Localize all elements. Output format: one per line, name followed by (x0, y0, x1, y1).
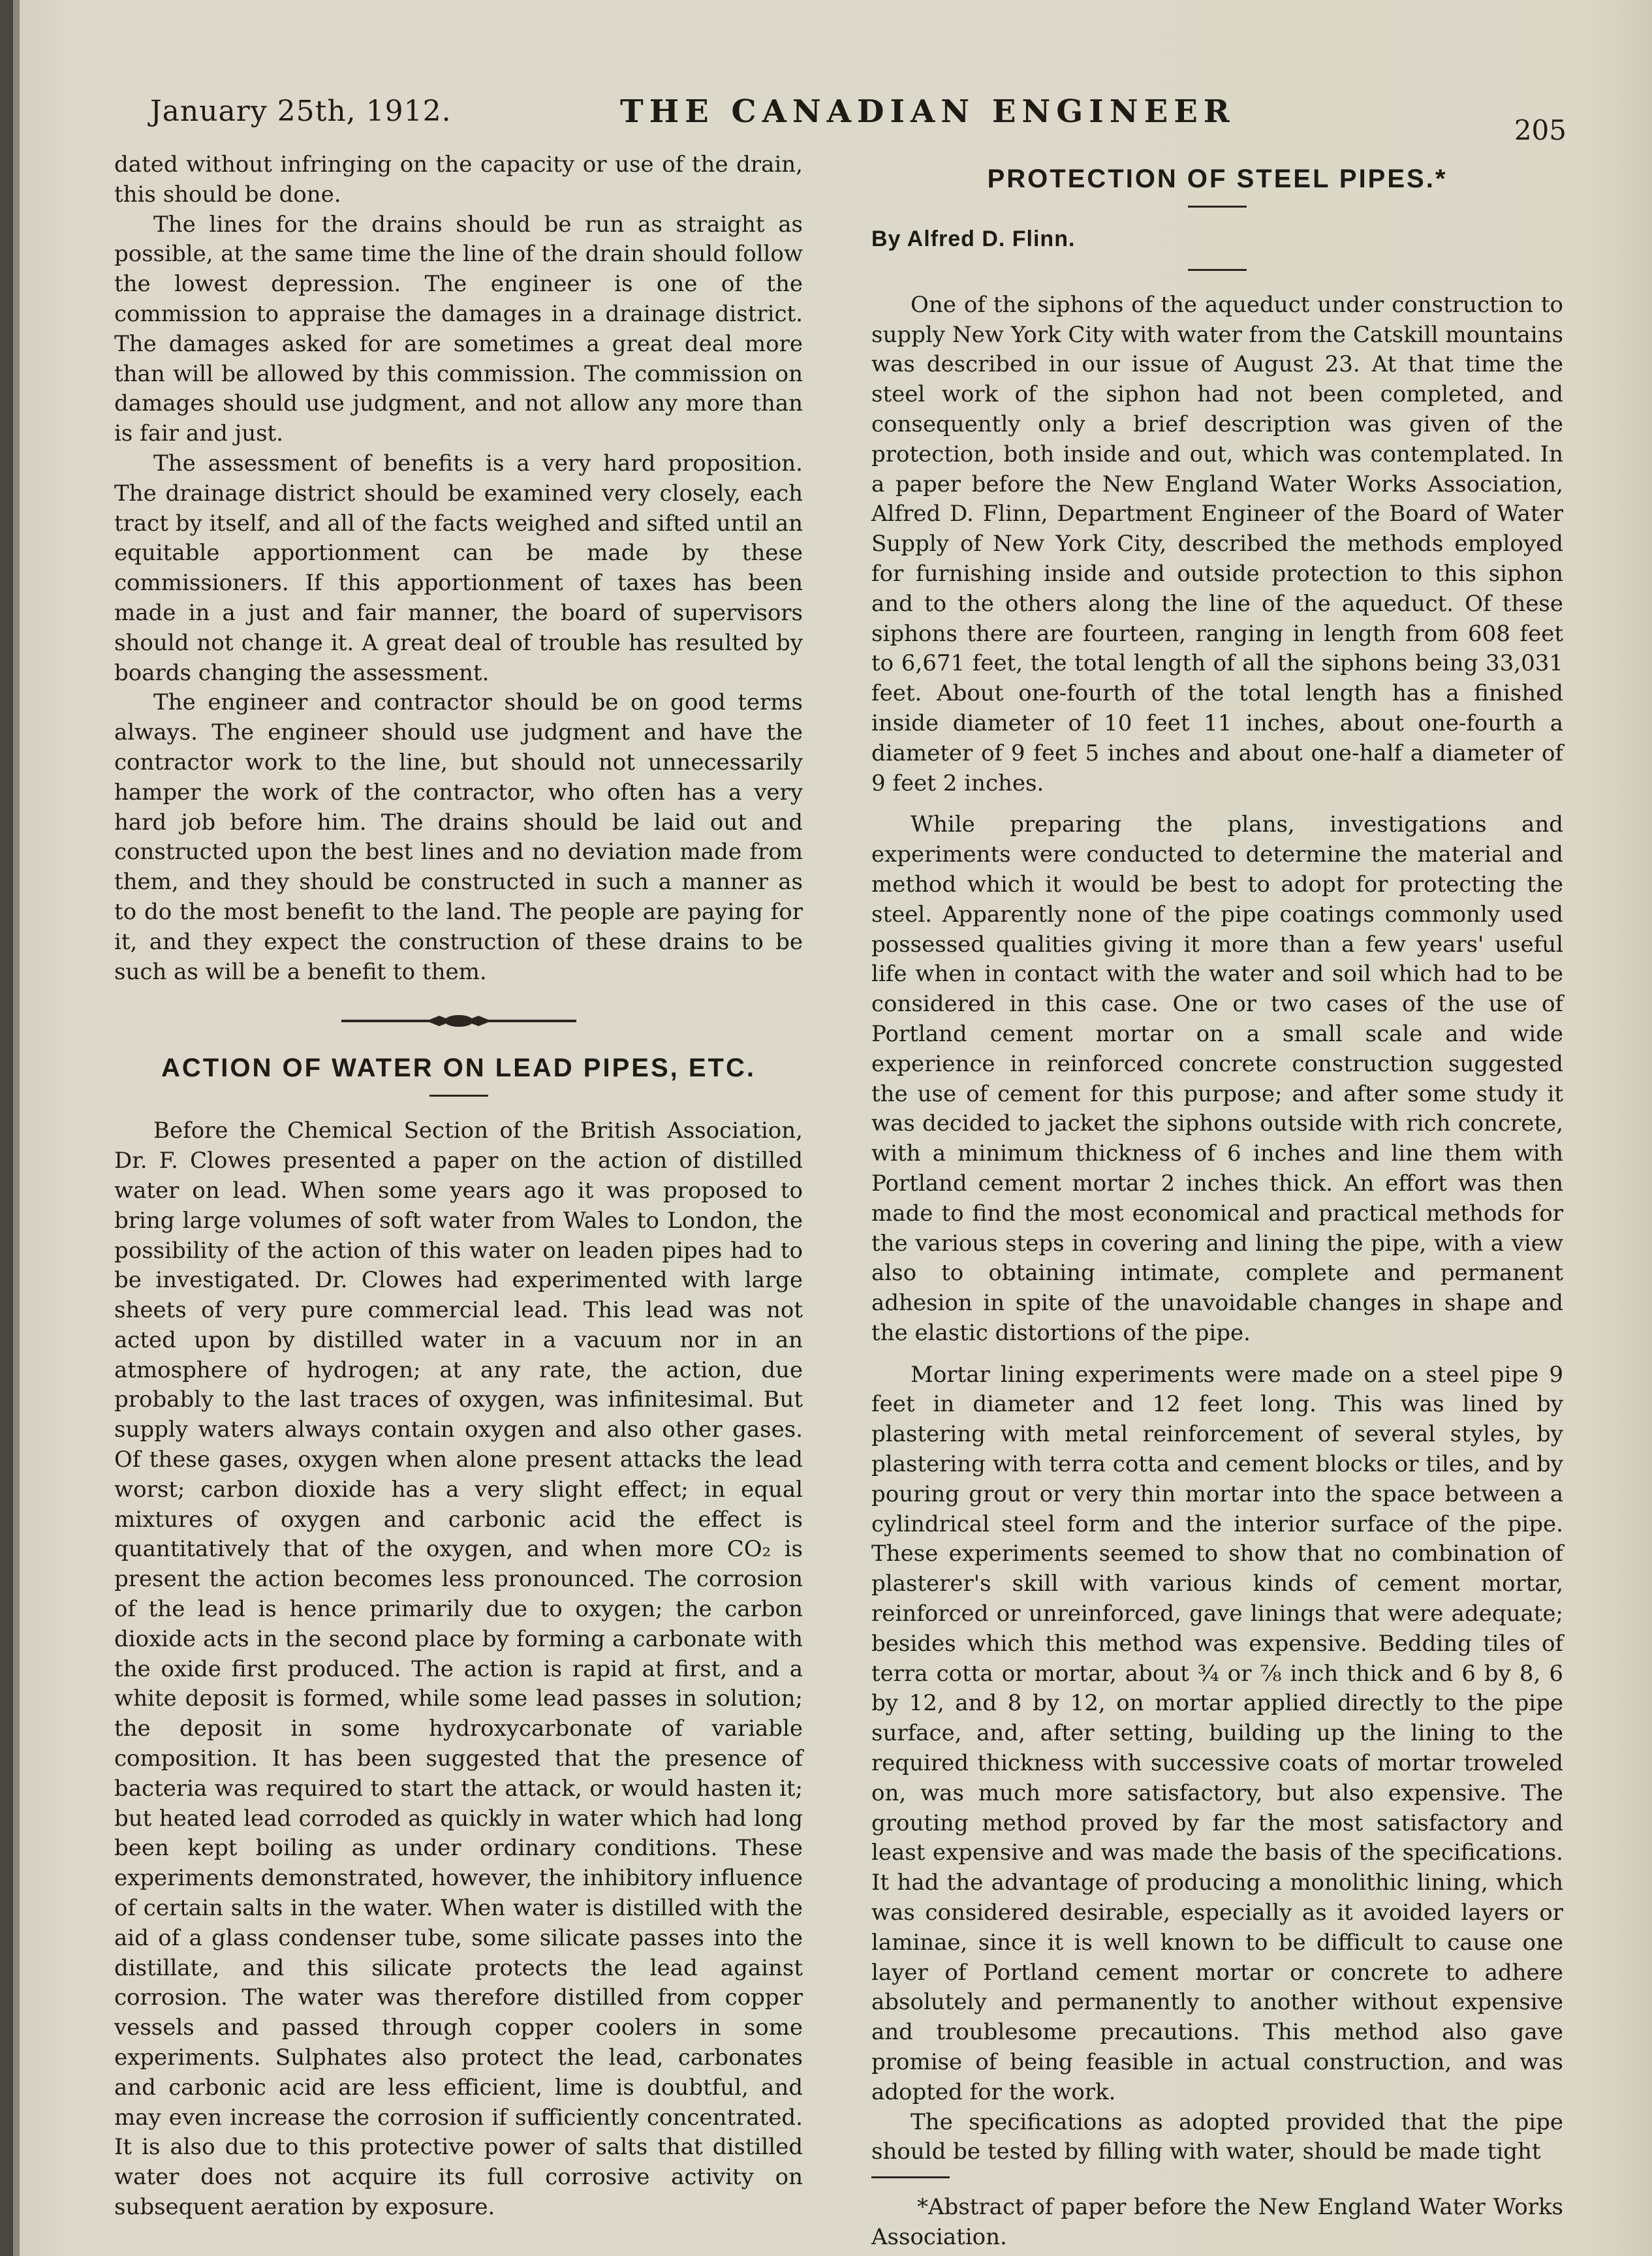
footnote-rule (871, 2176, 950, 2178)
footnote: *Abstract of paper before the New England Water Works Association. (871, 2194, 1563, 2250)
left-column (114, 150, 803, 2223)
page-number: 205 (1514, 114, 1566, 146)
article-byline: By Alfred D. Flinn. (871, 227, 1076, 251)
article-title-steel-pipes: PROTECTION OF STEEL PIPES.* (987, 164, 1448, 193)
benefits-assessment-paragraph: The assessment of benefits is a very hard proposition. The drainage district should be examined very closely, each tract by itself, and all of the facts weighed and sifted until an equitable apportionment can be made by these commissioners. If this apportionment of taxes has been made in a just and fair manner, the board of supervisors should not change it. A great deal of trouble has resulted by boards changing the assessment. (114, 450, 803, 686)
running-header (150, 88, 1566, 146)
title-rule (429, 1095, 488, 1097)
right-column (871, 150, 1563, 2253)
issue-date: January 25th, 1912. (150, 95, 452, 128)
page-binding-edge (0, 0, 13, 2256)
mortar-lining-paragraph: Mortar lining experiments were made on a steel pipe 9 feet in diameter and 12 feet long. This was lined by plastering with metal reinforcement of several styles, by plastering with terra cotta and cement blocks or tiles, and by pouring grout or very thin mortar into the space between a cylindrical steel form and the interior surface of the pipe. These experiments seemed to show that no combination of plasterer's skill with various kinds of cement mortar, reinforced or unreinforced, gave linings that were adequate; besides which this method was expensive. Bedding tiles of terra cotta or mortar, about ¾ or ⅞ inch thick and 6 by 8, 6 by 12, and 8 by 12, on mortar applied directly to the pipe surface, and, after setting, building up the lining to the required thickness with successive coats of mortar troweled on, was much more satisfactory, but also expensive. The grouting method proved by far the most satisfactory and least expensive and was made the basis of the specifications. It had the advantage of producing a monolithic lining, which was considered desirable, especially as it avoided layers or laminae, since it is well known to be difficult to cause one layer of Portland cement mortar or concrete to adhere absolutely and permanently to another without expensive and troublesome precautions. This method also gave promise of being feasible in actual construction, and was adopted for the work. (871, 1361, 1563, 2105)
investigations-paragraph: While preparing the plans, investigations and experiments were conducted to determine the material and method which it would be best to adopt for protecting the steel. Apparently none of the pipe coatings commonly used possessed qualities giving it more than a few years' useful life when in contact with the water and soil which had to be considered in this case. One or two cases of the use of Portland cement mortar on a small scale and wide experience in reinforced concrete construction suggested the use of cement for this purpose; and after some study it was decided to jacket the siphons outside with rich concrete, with a minimum thickness of 6 inches and line them with Portland cement mortar 2 inches thick. An effort was then made to find the most economical and practical methods for the various steps in covering and lining the pipe, with a view also to obtaining intimate, complete and permanent adhesion in spite of the unavoidable changes in shape and the elastic distortions of the pipe. (871, 811, 1563, 1346)
ornament-diamond-icon (341, 1013, 576, 1029)
section-ornament (341, 1013, 576, 1029)
byline-rule (1188, 269, 1247, 271)
title-rule (1188, 206, 1247, 208)
siphons-paragraph: One of the siphons of the aqueduct under construction to supply New York City with water from the Catskill mountains was described in our issue of August 23. At that time the steel work of the siphon had not been completed, and consequently only a brief description was given of the protection, both inside and out, which was contemplated. In a paper before the New England Water Works Association, Alfred D. Flinn, Department Engineer of the Board of Water Supply of New York City, described the methods employed for furnishing inside and outside protection to this siphon and to the others along the line of the aqueduct. Of these siphons there are fourteen, ranging in length from 608 feet to 6,671 feet, the total length of all the siphons being 33,031 feet. About one-fourth of the total length has a finished inside diameter of 10 feet 11 inches, about one-fourth a diameter of 9 feet 5 inches and about one-half a diameter of 9 feet 2 inches. (871, 291, 1563, 796)
article-title-lead-pipes: ACTION OF WATER ON LEAD PIPES, ETC. (161, 1054, 756, 1083)
publication-title: THE CANADIAN ENGINEER (620, 93, 1236, 130)
engineer-contractor-paragraph: The engineer and contractor should be on good terms always. The engineer should use judgment and have the contractor work to the line, but should not unnecessarily hamper the work of the contractor, who often has a very hard job before him. The drains should be laid out and constructed upon the best lines and no deviation made from them, and they should be constructed in such a manner as to do the most benefit to the land. The people are paying for it, and they expect the construction of these drains to be such as will be a benefit to them. (114, 689, 803, 985)
specifications-paragraph: The specifications as adopted provided that the pipe should be tested by filling with water, should be made tight (871, 2108, 1563, 2165)
page-binding-shadow (13, 0, 20, 2256)
continued-paragraph: dated without infringing on the capacity or use of the drain, this should be done. (114, 151, 803, 208)
drain-lines-paragraph: The lines for the drains should be run as straight as possible, at the same time the line of the drain should follow the lowest depression. The engineer is one of the commission to appraise the damages in a drainage district. The damages asked for are sometimes a great deal more than will be allowed by this commission. The commission on damages should use judgment, and not allow any more than is fair and just. (114, 211, 803, 447)
lead-pipes-paragraph: Before the Chemical Section of the British Association, Dr. F. Clowes presented a paper on the action of distilled water on lead. When some years ago it was proposed to bring large volumes of soft water from Wales to London, the possibility of the action of this water on leaden pipes had to be investigated. Dr. Clowes had experimented with large sheets of very pure commercial lead. This lead was not acted upon by distilled water in a vacuum nor in an atmosphere of hydrogen; at any rate, the action, due probably to the last traces of oxygen, was infinitesimal. But supply waters always contain oxygen and also other gases. Of these gases, oxygen when alone present attacks the lead worst; carbon dioxide has a very slight effect; in equal mixtures of oxygen and carbonic acid the effect is quantitatively that of the oxygen, and when more CO₂ is present the action becomes less pronounced. The corrosion of the lead is hence primarily due to oxygen; the carbon dioxide acts in the second place by forming a carbonate with the oxide first produced. The action is rapid at first, and a white deposit is formed, while some lead passes in solution; the deposit in some hydroxycarbonate of variable composition. It has been suggested that the presence of bacteria was required to start the attack, or would hasten it; but heated lead corroded as quickly in water which had long been kept boiling as under ordinary conditions. These experiments demonstrated, however, the inhibitory influence of certain salts in the water. When water is distilled with the aid of a glass condenser tube, some silicate passes into the distillate, and this silicate protects the lead against corrosion. The water was therefore distilled from copper vessels and passed through copper coolers in some experiments. Sulphates also protect the lead, carbonates and carbonic acid are less efficient, lime is doubtful, and may even increase the corrosion if sufficiently concentrated. It is also due to this protective power of salts that distilled water does not acquire its full corrosive activity on subsequent aeration by exposure. (114, 1118, 803, 2220)
